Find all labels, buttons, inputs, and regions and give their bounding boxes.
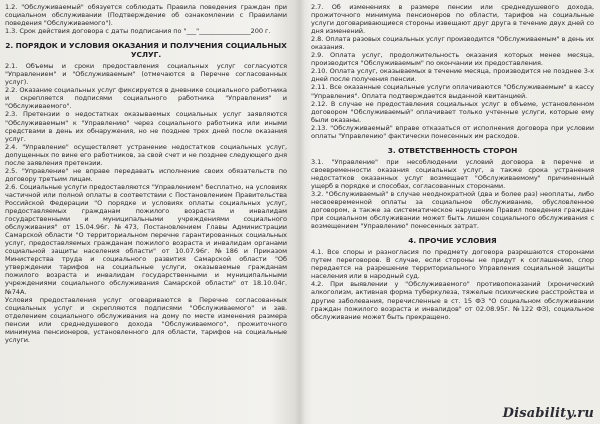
clause-3-1: 3.1. "Управление" при несоблюдении условий договора в перечне и своевременности оказания социальных услуг, а также срока устранения недостатков оказанных услуг возмещает "Обслуживаемому" причиненный ущерб в порядке и способах, согласованных сторонами.: [311, 157, 594, 190]
clause-2-7: 2.7. Об изменениях в размере пенсии или среднедушевого дохода, прожиточного минимума пенсионеров по области, тарифов на социальные услуги договаривающиеся стороны извещают друг друга в течение двух дней со дня изменений.: [311, 3, 594, 36]
clause-1-2: 1.2. "Обслуживаемый" обязуется соблюдать Правила поведения граждан при социальном обслуживании (Подтверждение об ознакомлении с Правилами поведения "Обслуживаемого").: [5, 3, 287, 28]
site-watermark: Disability.ru: [502, 406, 594, 421]
page-fold: [295, 0, 305, 424]
clause-4-1: 4.1. Все споры и разногласия по предмету договора разрешаются сторонами путем переговоров. В случае, если стороны не придут к соглашению, спор передается на разрешение территориального Управления социальной защиты населения или в народный суд.: [311, 248, 594, 281]
clause-2-8: 2.8. Оплата разовых социальных услуг производится "Обслуживаемым" в день их оказания.: [311, 35, 594, 52]
clause-2-11: 2.11. Все оказанные социальные услуги оплачиваются "Обслуживаемым" в кассу "Управления". Оплата подтверждается выданной квитанцией.: [311, 83, 594, 100]
clause-4-2: 4.2. При выявлении у "Обслуживаемого" противопоказаний (хронический алкоголизм, активная форма туберкулеза, тяжелые психические расстройства и другие заболевания, перечисленные в ст. 15 ФЗ "О социальном обслуживании граждан пожилого возраста и инвалидов" от 02.08.95г. №122 ФЗ), социальное обслуживание может быть прекращено.: [311, 280, 594, 321]
clause-1-3: 1.3. Срок действия договора с даты подписания по "___"________________200 г.: [5, 27, 271, 36]
clause-2-13: 2.13. "Обслуживаемый" вправе отказаться от исполнения договора при условии оплаты "Управлению" фактически понесенных им расходов.: [311, 123, 594, 140]
clause-2-6: 2.6. Социальные услуги предоставляются "Управлением" бесплатно, на условиях частичной или полной оплаты в соответствии с Постановлением Правительства Российской Федерации "О порядке и условиях оплаты социальных услуг, предоставляемых гражданам пожилого возраста и инвалидам государственными и муниципальными учреждениями социального обслуживания" от 15.04.96г. №473, Постановлением Главы Администрации Самарской области "О территориальном перечне гарантированных социальных услуг, предоставляемых гражданам пожилого возраста и инвалидам органами социальной защиты населения области" от 10.07.96г. №186 и Приказом Министерства труда и социального развития Самарской области "Об утверждении тарифов на социальные услуги, оказываемые гражданам пожилого возраста и инвалидам государственными и муниципальными учреждениями социального обслуживания Самарской области" от 18.10.04г. №74А.: [5, 182, 287, 296]
clause-2-10: 2.10. Оплата услуг, оказываемых в течение месяца, производится не позднее 3-х дней после получения пенсии.: [311, 67, 594, 84]
left-page: [5, 3, 287, 421]
clause-2-4: 2.4. "Управление" осуществляет устранение недостатков социальных услуг, допущенных по вине его работников, за свой счет и не позднее следующего дня после заявления претензии.: [5, 142, 287, 167]
clause-2-5: 2.5. "Управление" не вправе передавать исполнение своих обязательств по договору третьим лицам.: [5, 166, 287, 183]
section-4-title: 4. ПРОЧИЕ УСЛОВИЯ: [408, 236, 497, 246]
clause-3-2: 3.2. "Обслуживаемый" в случае неоднократной (два и более раз) неоплаты, либо несвоевременной оплаты за социальное обслуживание, обусловленное договором, а также за систематическое нарушение Правил поведения граждан при социальном обслуживании может быть лишен социального обслуживания с возмещением "Управлению" понесенных затрат.: [311, 189, 594, 231]
clause-2-3: 2.3. Претензии о недостатках оказываемых социальных услуг заявляются "Обслуживаемым" к "Управлению" через социального работника или иными средствами в день их обнаружения, но не позднее трех дней после оказания услуг.: [5, 110, 287, 143]
clause-2-6-conditions: Условия предоставления услуг оговариваются в Перечне согласованных социальных услуг и скрепляются подписями "Обслуживаемого" и зав. отделением социального обслуживания на дому по месте изменения размера пенсии или среднедушевого дохода "Обслуживаемого", прожиточного минимума пенсионеров, установленного для области, тарифов на социальные услуги.: [5, 295, 287, 344]
clause-2-12: 2.12. В случае не предоставления социальных услуг в объеме, установленном договором "Обслуживаемый" оплачивает только учтенные услуги, которые ему были оказаны.: [311, 99, 594, 124]
section-2-title: 2. ПОРЯДОК И УСЛОВИЯ ОКАЗАНИЯ И ПОЛУЧЕНИЯ СОЦИАЛЬНЫХ УСЛУГ.: [5, 41, 287, 60]
right-page: [311, 3, 594, 421]
clause-2-9: 2.9. Оплата услуг, продолжительность оказания которых менее месяца, производится "Обслуживаемым" по окончании их предоставления.: [311, 51, 594, 68]
clause-2-2: 2.2. Оказание социальных услуг фиксируется в дневнике социального работника и скрепляется подписями социального работника "Управления" и "Обслуживаемого".: [5, 86, 287, 111]
clause-2-1: 2.1. Объемы и сроки предоставления социальных услуг согласуются "Управлением" и "Обслуживаемым" (отмечаются в Перечне согласованных услуг).: [5, 62, 287, 87]
section-3-title: 3. ОТВЕТСТВЕННОСТЬ СТОРОН: [387, 145, 518, 155]
